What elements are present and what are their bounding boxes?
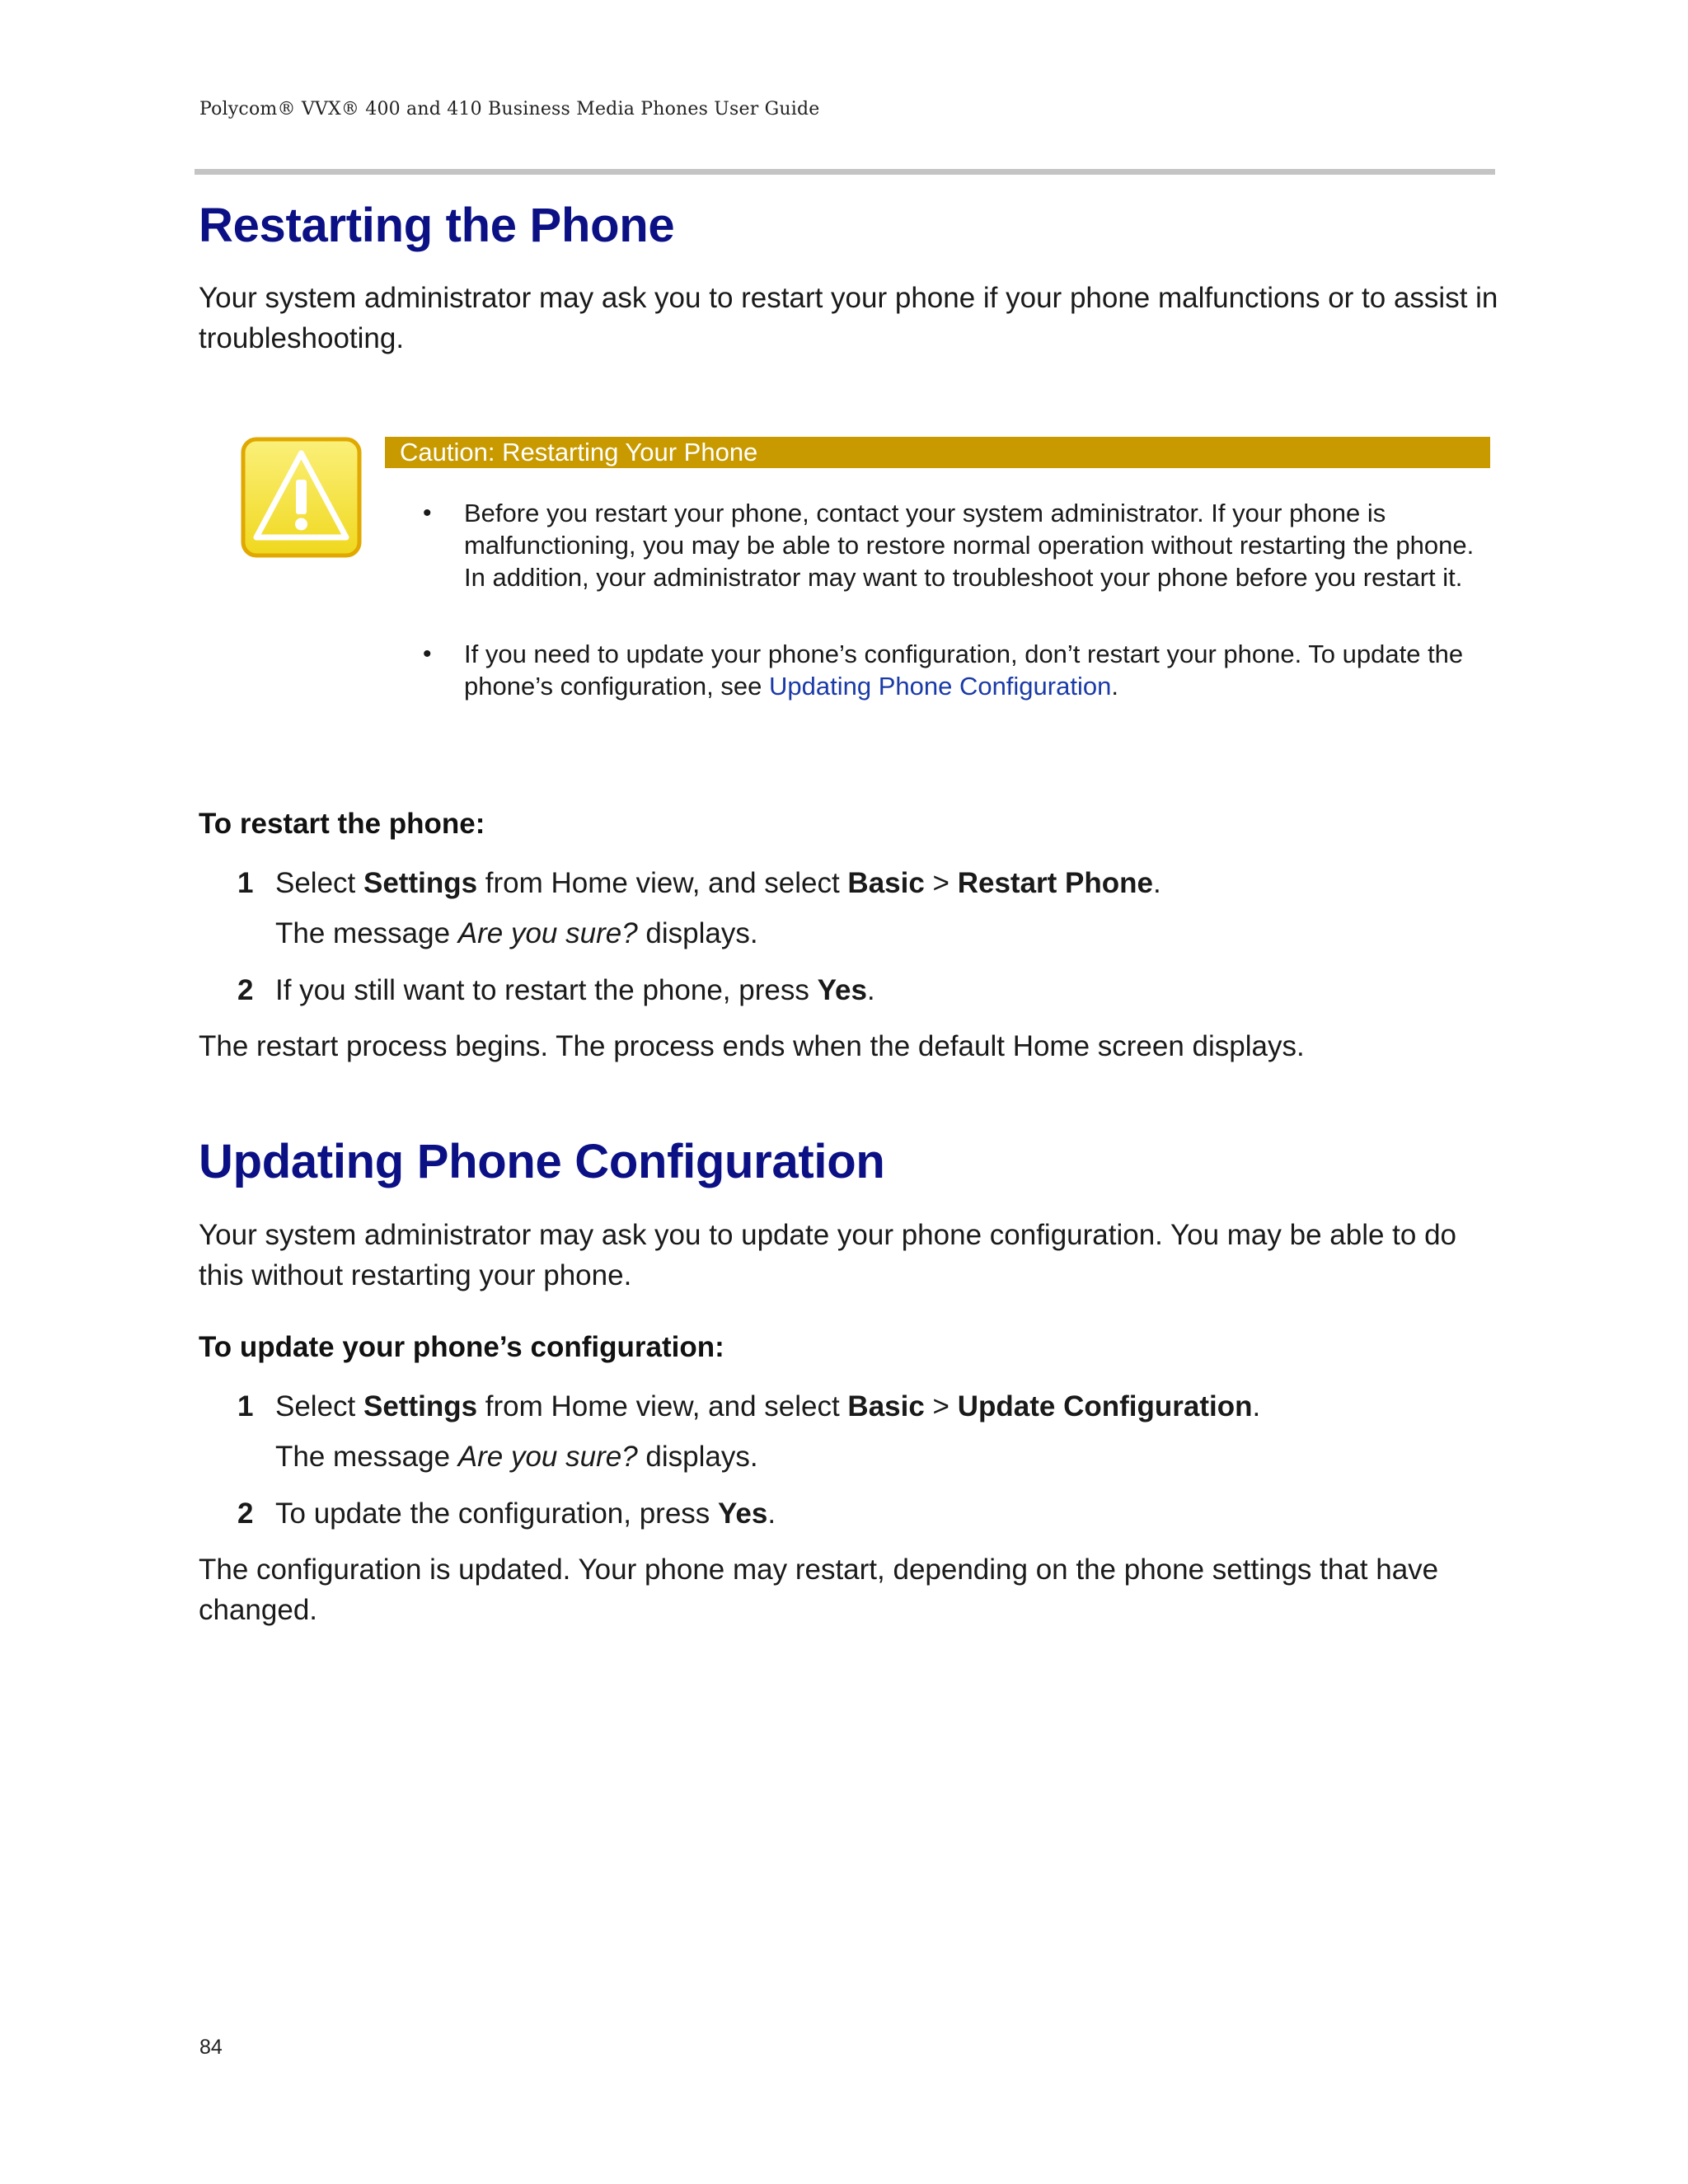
step-number: 2 <box>237 974 254 1006</box>
step-number: 2 <box>237 1497 254 1530</box>
bullet-dot: • <box>423 640 432 668</box>
step-bold-yes: Yes <box>718 1497 768 1530</box>
caution-bullet-1-text: Before you restart your phone, contact your system administrator. If your phone is malfunctioning, you may be able to restore normal operation without restarting the phone. In addition, your administrator may want to troubleshoot your phone before you restart it. <box>464 499 1475 592</box>
step-bold-yes: Yes <box>817 974 867 1006</box>
section-intro-updating: Your system administrator may ask you to update your phone configuration. You may be able to do this without restarting your phone. <box>199 1219 1457 1291</box>
step-text: If you still want to restart the phone, press <box>275 974 818 1006</box>
step-text: Select <box>275 867 363 899</box>
step-sub-text: The message <box>275 1441 458 1473</box>
step-sub-italic: Are you sure? <box>457 1441 638 1473</box>
restart-step-1-result <box>275 913 758 954</box>
update-step-2 <box>237 1493 776 1534</box>
restart-step-2 <box>237 970 875 1010</box>
step-sub-text: displays. <box>637 1441 758 1473</box>
step-text: . <box>1252 1390 1261 1422</box>
step-text: from Home view, and select <box>477 867 848 899</box>
caution-bullet-2-text <box>464 638 1478 702</box>
update-step-1 <box>237 1386 1260 1427</box>
section-title-updating: Updating Phone Configuration <box>199 1135 885 1188</box>
procedure-title-restart: To restart the phone: <box>199 808 485 840</box>
updating-config-link[interactable]: Updating Phone Configuration <box>768 672 1112 701</box>
step-bold-update-configuration: Update Configuration <box>957 1390 1253 1422</box>
step-text: Select <box>275 1390 363 1422</box>
caution-title: Caution: Restarting Your Phone <box>385 437 1490 468</box>
bullet-dot: • <box>423 499 432 527</box>
bullet-2-suffix: . <box>1111 672 1118 701</box>
caution-bullet-2 <box>423 638 1478 702</box>
step-sub-text: The message <box>275 917 458 949</box>
step-bold-restart-phone: Restart Phone <box>957 867 1153 899</box>
update-result: The configuration is updated. Your phone may restart, depending on the phone settings that have changed. <box>199 1554 1439 1626</box>
step-text: > <box>924 867 958 899</box>
section-title-restarting: Restarting the Phone <box>199 199 675 252</box>
restart-result: The restart process begins. The process ends when the default Home screen displays. <box>199 1030 1305 1062</box>
restart-step-1 <box>237 863 1161 903</box>
page-number: 84 <box>199 2036 223 2059</box>
section-intro-restarting: Your system administrator may ask you to restart your phone if your phone malfunctions or to assist in troubleshooting. <box>199 282 1498 354</box>
warning-triangle-icon <box>241 437 362 558</box>
update-step-1-result <box>275 1436 758 1477</box>
step-number: 1 <box>237 867 254 899</box>
step-sub-text: displays. <box>637 917 758 949</box>
step-number: 1 <box>237 1390 254 1422</box>
step-text: To update the configuration, press <box>275 1497 719 1530</box>
step-text: . <box>1153 867 1161 899</box>
step-bold-settings: Settings <box>363 867 478 899</box>
step-bold-basic: Basic <box>847 1390 925 1422</box>
header-rule <box>195 169 1495 175</box>
step-bold-settings: Settings <box>363 1390 478 1422</box>
running-header: Polycom® VVX® 400 and 410 Business Media Phones User Guide <box>199 99 820 120</box>
step-text: . <box>866 974 875 1006</box>
step-bold-basic: Basic <box>847 867 925 899</box>
caution-bullet-1 <box>423 497 1478 593</box>
step-sub-italic: Are you sure? <box>457 917 638 949</box>
step-text: > <box>924 1390 958 1422</box>
procedure-title-update: To update your phone’s configuration: <box>199 1331 724 1363</box>
bullet-2-prefix: If you need to update your phone’s configuration, don’t restart your phone. To update the phone’s configuration, see <box>464 640 1464 701</box>
step-text: from Home view, and select <box>477 1390 848 1422</box>
step-text: . <box>767 1497 776 1530</box>
